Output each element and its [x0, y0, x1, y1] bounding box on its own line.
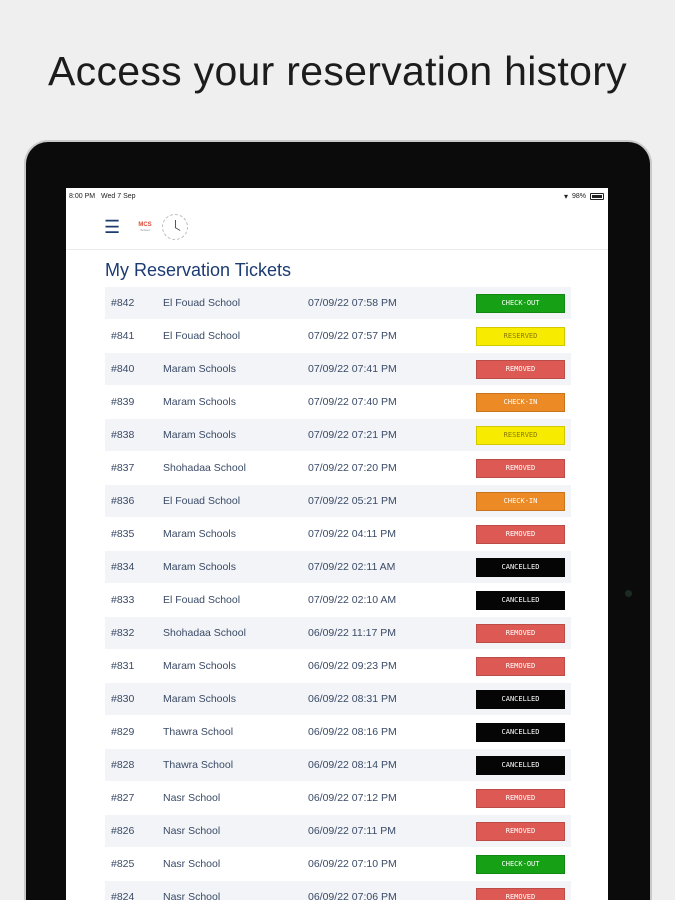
status-badge: REMOVED: [476, 459, 565, 478]
ticket-datetime: 07/09/22 07:40 PM: [308, 396, 397, 408]
ticket-school: Maram Schools: [163, 660, 236, 672]
ticket-row[interactable]: [105, 584, 571, 617]
ticket-school: Nasr School: [163, 792, 221, 804]
ticket-school: Thawra School: [163, 726, 234, 738]
status-badge: REMOVED: [476, 822, 565, 841]
ticket-datetime: 07/09/22 05:21 PM: [308, 495, 397, 507]
ticket-id: #832: [111, 627, 135, 639]
ticket-status-cell: [468, 855, 571, 874]
status-badge: RESERVED: [476, 327, 565, 346]
ticket-datetime: 06/09/22 07:11 PM: [308, 825, 396, 837]
ticket-row[interactable]: [105, 287, 571, 320]
ticket-status-cell: [468, 459, 571, 478]
wifi-icon: ▾: [563, 191, 568, 201]
ticket-school: Maram Schools: [163, 693, 236, 705]
ticket-status-cell: [468, 294, 571, 313]
ticket-datetime: 06/09/22 08:16 PM: [308, 726, 397, 738]
status-badge: REMOVED: [476, 657, 565, 676]
ticket-id: #836: [111, 495, 135, 507]
status-badge: REMOVED: [476, 789, 565, 808]
ticket-school: Maram Schools: [163, 363, 236, 375]
status-badge: CANCELLED: [476, 723, 565, 742]
ticket-row[interactable]: [105, 848, 571, 881]
ticket-id: #839: [111, 396, 135, 408]
ticket-datetime: 07/09/22 07:57 PM: [308, 330, 397, 342]
page-title: My Reservation Tickets: [105, 260, 292, 280]
status-date: Wed 7 Sep: [101, 192, 136, 200]
ticket-datetime: 06/09/22 08:31 PM: [308, 693, 397, 705]
ticket-id: #842: [111, 297, 135, 309]
status-badge: CANCELLED: [476, 756, 565, 775]
ticket-status-cell: [468, 657, 571, 676]
ticket-row[interactable]: [105, 419, 571, 452]
ticket-row[interactable]: [105, 881, 571, 900]
status-badge: CANCELLED: [476, 690, 565, 709]
ticket-status-cell: [468, 822, 571, 841]
ticket-school: Nasr School: [163, 858, 221, 870]
promo-headline: Access your reservation history: [48, 48, 627, 94]
camera-dot: [625, 590, 632, 597]
ticket-row[interactable]: [105, 683, 571, 716]
ticket-datetime: 06/09/22 07:12 PM: [308, 792, 397, 804]
ticket-status-cell: [468, 393, 571, 412]
status-badge: RESERVED: [476, 426, 565, 445]
ticket-id: #830: [111, 693, 135, 705]
ticket-row[interactable]: [105, 650, 571, 683]
logo-subtext: School: [140, 227, 150, 232]
ticket-id: #826: [111, 825, 135, 837]
battery-percent: 98%: [571, 192, 586, 200]
ticket-school: Maram Schools: [163, 396, 236, 408]
ticket-school: El Fouad School: [163, 594, 241, 606]
tablet-screen: [66, 188, 608, 900]
ticket-status-cell: [468, 426, 571, 445]
ticket-row[interactable]: [105, 716, 571, 749]
ticket-id: #827: [111, 792, 135, 804]
ticket-datetime: 07/09/22 07:21 PM: [308, 429, 397, 441]
status-badge: CHECK-IN: [476, 492, 565, 511]
ticket-id: #825: [111, 858, 135, 870]
ticket-row[interactable]: [105, 452, 571, 485]
ticket-row[interactable]: [105, 815, 571, 848]
ticket-datetime: 07/09/22 04:11 PM: [308, 528, 396, 540]
ticket-status-cell: [468, 789, 571, 808]
status-badge: REMOVED: [476, 624, 565, 643]
ticket-id: #837: [111, 462, 135, 474]
ticket-school: Thawra School: [163, 759, 234, 771]
ticket-school: Nasr School: [163, 891, 221, 900]
ticket-datetime: 06/09/22 11:17 PM: [308, 627, 396, 639]
status-badge: CHECK-OUT: [476, 855, 565, 874]
status-badge: REMOVED: [476, 888, 565, 900]
ticket-school: El Fouad School: [163, 330, 241, 342]
ticket-status-cell: [468, 525, 571, 544]
ticket-id: #829: [111, 726, 135, 738]
ticket-id: #834: [111, 561, 135, 573]
ticket-row[interactable]: [105, 551, 571, 584]
logo-text: MCS: [138, 221, 152, 228]
ticket-status-cell: [468, 327, 571, 346]
ticket-status-cell: [468, 723, 571, 742]
ticket-row[interactable]: [105, 353, 571, 386]
ticket-datetime: 06/09/22 09:23 PM: [308, 660, 397, 672]
tickets-table: [105, 287, 571, 900]
status-right: [564, 192, 604, 201]
ticket-row[interactable]: [105, 749, 571, 782]
ticket-status-cell: [468, 624, 571, 643]
ticket-id: #838: [111, 429, 135, 441]
ticket-row[interactable]: [105, 320, 571, 353]
ticket-id: #831: [111, 660, 135, 672]
ticket-id: #833: [111, 594, 135, 606]
app-bar: [66, 204, 608, 250]
status-left: [69, 193, 140, 200]
ticket-id: #828: [111, 759, 135, 771]
hamburger-menu-icon[interactable]: ☰: [104, 216, 121, 237]
ticket-school: Nasr School: [163, 825, 221, 837]
ticket-school: Maram Schools: [163, 528, 236, 540]
ticket-datetime: 06/09/22 08:14 PM: [308, 759, 397, 771]
ticket-datetime: 07/09/22 07:20 PM: [308, 462, 397, 474]
status-badge: CHECK-IN: [476, 393, 565, 412]
ticket-datetime: 07/09/22 02:11 AM: [308, 561, 396, 573]
ticket-status-cell: [468, 360, 571, 379]
ticket-datetime: 06/09/22 07:06 PM: [308, 891, 397, 900]
status-badge: CHECK-OUT: [476, 294, 565, 313]
clock-icon: [162, 214, 188, 240]
ticket-row[interactable]: [105, 617, 571, 650]
status-bar: [66, 188, 608, 204]
ticket-status-cell: [468, 591, 571, 610]
status-time: 8:00 PM: [69, 192, 96, 200]
ticket-status-cell: [468, 756, 571, 775]
ticket-status-cell: [468, 492, 571, 511]
status-badge: REMOVED: [476, 525, 565, 544]
ticket-school: Maram Schools: [163, 561, 236, 573]
ticket-school: Maram Schools: [163, 429, 236, 441]
tablet-device: [26, 142, 650, 900]
ticket-school: El Fouad School: [163, 495, 241, 507]
ticket-id: #841: [111, 330, 135, 342]
battery-icon: [590, 193, 604, 200]
ticket-id: #840: [111, 363, 135, 375]
ticket-school: Shohadaa School: [163, 462, 246, 474]
status-badge: CANCELLED: [476, 591, 565, 610]
ticket-datetime: 07/09/22 02:10 AM: [308, 594, 397, 606]
ticket-status-cell: [468, 888, 571, 900]
ticket-id: #835: [111, 528, 135, 540]
ticket-status-cell: [468, 558, 571, 577]
ticket-datetime: 07/09/22 07:41 PM: [308, 363, 397, 375]
ticket-datetime: 06/09/22 07:10 PM: [308, 858, 397, 870]
ticket-row[interactable]: [105, 518, 571, 551]
ticket-status-cell: [468, 690, 571, 709]
ticket-school: Shohadaa School: [163, 627, 246, 639]
status-badge: CANCELLED: [476, 558, 565, 577]
app-logo: [130, 212, 160, 242]
ticket-row[interactable]: [105, 485, 571, 518]
status-badge: REMOVED: [476, 360, 565, 379]
ticket-row[interactable]: [105, 782, 571, 815]
ticket-id: #824: [111, 891, 135, 900]
ticket-datetime: 07/09/22 07:58 PM: [308, 297, 397, 309]
ticket-school: El Fouad School: [163, 297, 241, 309]
ticket-row[interactable]: [105, 386, 571, 419]
